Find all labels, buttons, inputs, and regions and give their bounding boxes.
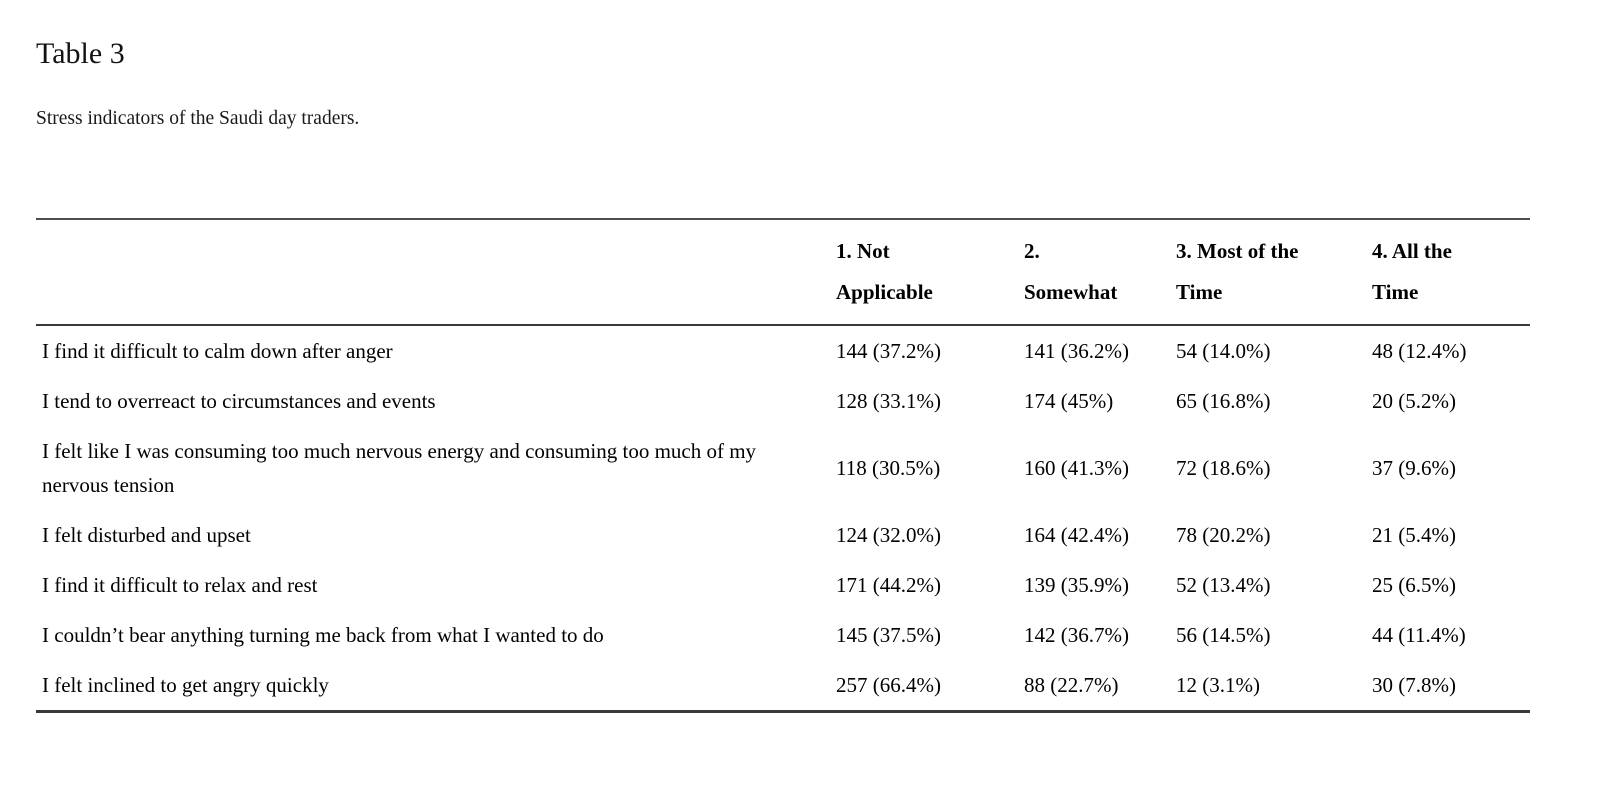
value-cell-most-of-the-time: 56 (14.5%) <box>1176 623 1271 647</box>
table-caption: Stress indicators of the Saudi day traders. <box>36 108 360 129</box>
statement-cell: I tend to overreact to circumstances and events <box>42 389 436 413</box>
value-cell-not-applicable: 257 (66.4%) <box>836 673 941 697</box>
statement-cell: I find it difficult to calm down after anger <box>42 339 393 363</box>
value-cell-all-the-time: 48 (12.4%) <box>1372 339 1467 363</box>
value-cell-all-the-time: 37 (9.6%) <box>1372 456 1456 480</box>
value-cell-most-of-the-time: 54 (14.0%) <box>1176 339 1271 363</box>
value-cell-somewhat: 142 (36.7%) <box>1024 623 1129 647</box>
value-cell-not-applicable: 124 (32.0%) <box>836 523 941 547</box>
column-header-not-applicable: 1. Not Applicable <box>836 239 933 304</box>
table-title: Table 3 <box>36 37 125 70</box>
value-cell-somewhat: 164 (42.4%) <box>1024 523 1129 547</box>
table-row <box>36 660 1530 712</box>
value-cell-not-applicable: 145 (37.5%) <box>836 623 941 647</box>
value-cell-all-the-time: 44 (11.4%) <box>1372 623 1466 647</box>
value-cell-not-applicable: 144 (37.2%) <box>836 339 941 363</box>
value-cell-somewhat: 139 (35.9%) <box>1024 573 1129 597</box>
value-cell-most-of-the-time: 12 (3.1%) <box>1176 673 1260 697</box>
value-cell-not-applicable: 171 (44.2%) <box>836 573 941 597</box>
statement-cell: I felt disturbed and upset <box>42 523 251 547</box>
table-row <box>36 510 1530 560</box>
statement-cell: I couldn’t bear anything turning me back from what I wanted to do <box>42 623 604 647</box>
table-row <box>36 376 1530 426</box>
value-cell-all-the-time: 25 (6.5%) <box>1372 573 1456 597</box>
value-cell-most-of-the-time: 65 (16.8%) <box>1176 389 1271 413</box>
column-header-somewhat: 2. Somewhat <box>1024 239 1118 304</box>
table-row <box>36 325 1530 376</box>
table-header <box>36 219 1530 325</box>
table-row <box>36 560 1530 610</box>
value-cell-all-the-time: 20 (5.2%) <box>1372 389 1456 413</box>
column-header-statement <box>36 219 836 325</box>
value-cell-most-of-the-time: 72 (18.6%) <box>1176 456 1271 480</box>
page <box>0 36 1600 713</box>
value-cell-somewhat: 141 (36.2%) <box>1024 339 1129 363</box>
column-header-most-of-the-time: 3. Most of the Time <box>1176 239 1299 304</box>
statement-cell: I find it difficult to relax and rest <box>42 573 318 597</box>
value-cell-somewhat: 160 (41.3%) <box>1024 456 1129 480</box>
value-cell-not-applicable: 118 (30.5%) <box>836 456 941 480</box>
table-row <box>36 426 1530 510</box>
value-cell-most-of-the-time: 78 (20.2%) <box>1176 523 1271 547</box>
value-cell-not-applicable: 128 (33.1%) <box>836 389 941 413</box>
table-body <box>36 325 1530 712</box>
statement-cell: I felt like I was consuming too much nervous energy and consuming too much of my nervous tension <box>42 439 757 497</box>
value-cell-all-the-time: 30 (7.8%) <box>1372 673 1456 697</box>
header-row <box>36 219 1530 325</box>
stress-indicators-table <box>36 218 1530 713</box>
value-cell-somewhat: 88 (22.7%) <box>1024 673 1119 697</box>
statement-cell: I felt inclined to get angry quickly <box>42 673 329 697</box>
value-cell-somewhat: 174 (45%) <box>1024 389 1114 413</box>
column-header-all-the-time: 4. All the Time <box>1372 239 1452 304</box>
table-row <box>36 610 1530 660</box>
value-cell-most-of-the-time: 52 (13.4%) <box>1176 573 1271 597</box>
value-cell-all-the-time: 21 (5.4%) <box>1372 523 1456 547</box>
